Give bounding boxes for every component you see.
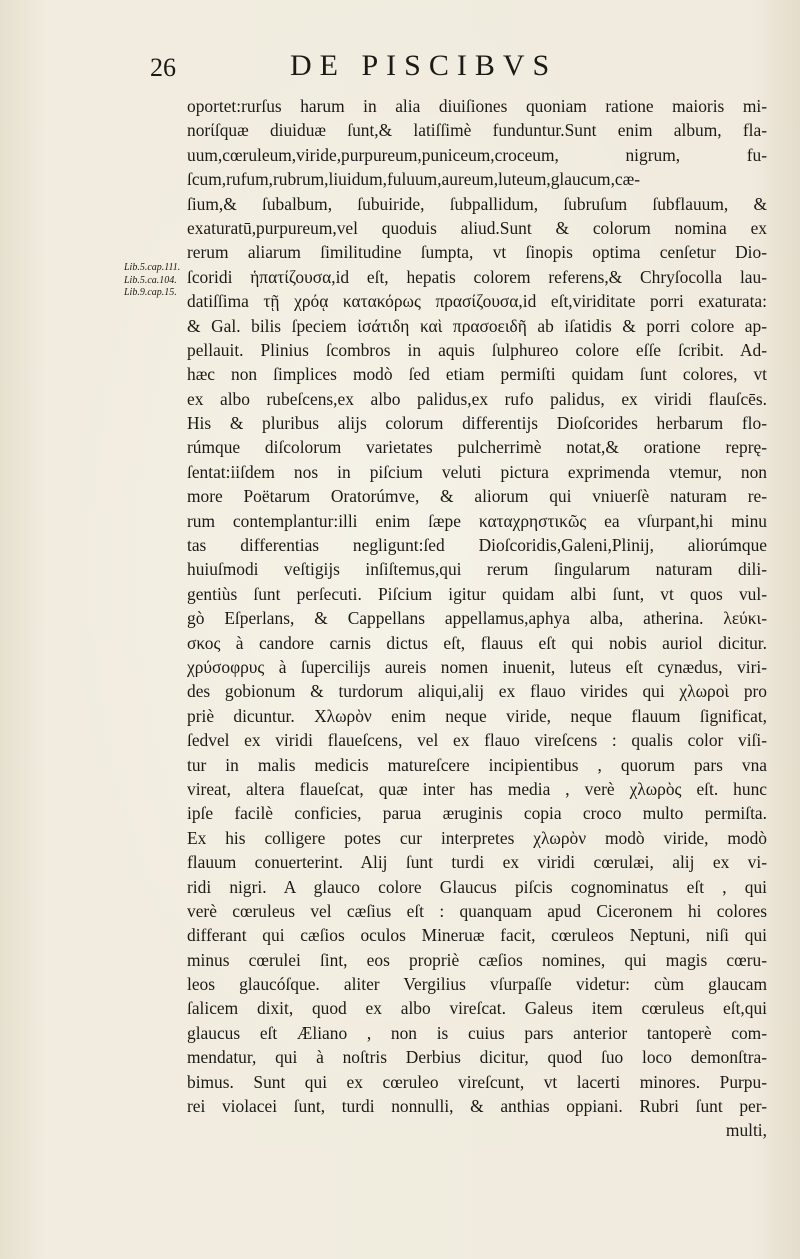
text-line: norίſquæ diuiduæ ſunt,& latiſſimè funduntur.Sunt enim album, fla- (187, 120, 767, 141)
text-line: glaucus eſt Æliano , non is cuius pars anterior tantoperè com- (187, 1022, 767, 1043)
text-line: ſium,& ſubalbum, ſubuiride, ſubpallidum, ſubruſum ſubflauum, & (187, 193, 767, 214)
text-line: rerum aliarum ſimilitudine ſumpta, vt ſinopis optima cenſetur Dio- (187, 242, 767, 263)
text-line: rúmque diſcolorum varietates pulcherrimè notat,& oratione reprę- (187, 437, 767, 458)
text-line: exaturatū,purpureum,vel quoduis aliud.Sunt & colorum nomina ex (187, 217, 767, 238)
text-line: priè dicuntur. Χλωρὸν enim neque viride, neque flauum ſignificat, (187, 705, 767, 726)
text-line: ſentat:iiſdem nos in piſcium veluti pictura exprimenda vtemur, non (187, 461, 767, 482)
text-line: hæc non ſimplices modò ſed etiam permiſti quidam ſunt colores, vt (187, 364, 767, 385)
text-line: flauum conuerterint. Alij ſunt turdi ex viridi cœrulæi, alij ex vi- (187, 852, 767, 873)
catchword-line: multi, (725, 1120, 767, 1141)
text-line: datiſſima τῇ χρόᾳ κατακόρως πρασίζουσα,id eſt,viriditate porri exaturata: (187, 291, 767, 312)
running-head-title: DE PISCIBVS (290, 49, 558, 82)
text-line: des gobionum & turdorum aliqui,alij ex flauo virides qui χλωροὶ pro (187, 681, 767, 702)
text-line: rum contemplantur:illi enim ſæpe καταχρηστικῶς ea vſurpant,hi minu (187, 510, 767, 531)
text-line: tur in malis medicis matureſcere incipientibus , quorum pars vna (187, 754, 767, 775)
page-number: 26 (150, 53, 176, 82)
text-line: ſcoridi ἡπατίζουσα,id eſt, hepatis colorem referens,& Chryſocolla lau- (187, 266, 767, 287)
text-line: vireat, altera flaueſcat, quæ inter has media , verè χλωρὸς eſt. hunc (187, 778, 767, 799)
text-line: ſalicem dixit, quod ex albo vireſcat. Galeus item cœruleus eſt,qui (187, 998, 767, 1019)
text-line: His & pluribus alijs colorum differentijs Dioſcorides herbarum flo- (187, 413, 767, 434)
text-line: uum,cœruleum,viride,purpureum,puniceum,croceum, nigrum, fu- (187, 144, 767, 165)
margin-note: Lib.9.cap.15. (124, 287, 177, 298)
text-line: gentiùs ſunt perſecuti. Piſcium igitur quidam albi ſunt, vt quos vul- (187, 583, 767, 604)
text-line: verè cœruleus vel cæſius eſt : quanquam apud Ciceronem hi colores (187, 900, 767, 921)
text-line: huiuſmodi veſtigijs inſiſtemus,qui rerum ſingularum naturam dili- (187, 559, 767, 580)
text-line: leos glaucóſque. aliter Vergilius vſurpaſſe videtur: cùm glaucam (187, 974, 767, 995)
text-line: gò Eſperlans, & Cappellans appellamus,aphya alba, atherina. λεύκι- (187, 608, 767, 629)
text-line: & Gal. bilis ſpeciem ἰσάτιδη καὶ πρασοειδῆ ab iſatidis & porri colore ap- (187, 315, 767, 336)
text-line: Ex his colligere potes cur interpretes χλωρὸν modò viride, modò (187, 827, 767, 848)
text-line: ſedvel ex viridi flaueſcens, vel ex flauo vireſcens : qualis color viſi- (187, 730, 767, 751)
text-line: differant qui cæſios oculos Mineruæ facit, cœruleos Neptuni, niſi qui (187, 925, 767, 946)
margin-note: Lib.5.ca.104. (124, 274, 177, 286)
text-line: ex albo rubeſcens,ex albo palidus,ex rufo palidus, ex viridi flauſcēs. (187, 388, 767, 409)
text-line: pellauit. Plinius ſcombros in aquis ſulphureo colore eſſe ſcribit. Ad- (187, 339, 767, 360)
margin-note: Lib.5.cap.111. (124, 262, 181, 273)
body-text (187, 94, 767, 1143)
page-header (150, 50, 650, 86)
margin-notes (124, 262, 186, 300)
text-line: oportet:rurſus harum in alia diuiſiones quoniam ratione maioris mi- (187, 96, 767, 116)
text-line: ridi nigri. A glauco colore Glaucus piſcis cognominatus eſt , qui (187, 876, 767, 897)
text-line: tas differentias negligunt:ſed Dioſcoridis,Galeni,Plinij, aliorúmque (187, 535, 767, 556)
text-line: σκος à candore carnis dictus eſt, flauus eſt qui nobis auriol dicitur. (187, 632, 767, 653)
text-line: mendatur, qui à noſtris Derbius dicitur, quod ſuo loco demonſtra- (187, 1047, 767, 1068)
text-line: ipſe facilè conficies, parua æruginis copia croco multo permiſta. (187, 803, 767, 824)
text-line: rei violacei ſunt, turdi nonnulli, & anthias oppiani. Rubri ſunt per- (187, 1096, 767, 1117)
text-line: χρύσοφρυς à ſupercilijs aureis nomen inuenit, luteus eſt cynædus, viri- (187, 656, 767, 677)
text-line: bimus. Sunt qui ex cœruleo vireſcunt, vt lacerti minores. Purpu- (187, 1071, 767, 1092)
text-line: minus cœrulei ſint, eos propriè cæſios nomines, qui magis cœru- (187, 949, 767, 970)
text-line: ſcum,rufum,rubrum,liuidum,fuluum,aureum,luteum,glaucum,cæ- (187, 169, 641, 190)
text-line: more Poëtarum Oratorúmve, & aliorum qui vniuerſè naturam re- (187, 486, 767, 507)
